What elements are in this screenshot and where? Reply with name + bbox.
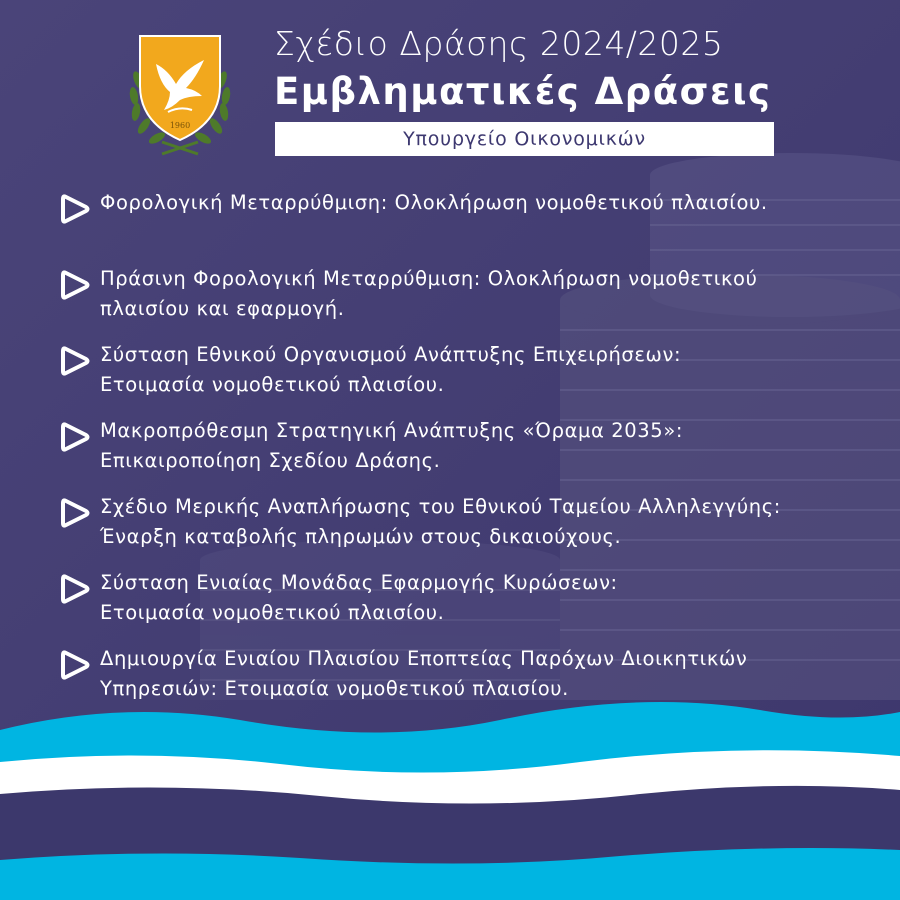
play-arrow-icon: [58, 572, 92, 606]
action-line: Δημιουργία Ενιαίου Πλαισίου Εποπτείας Παρόχων Διοικητικών: [100, 647, 748, 670]
plan-title: Σχέδιο Δράσης 2024/2025: [274, 24, 724, 63]
cyprus-coat-of-arms-icon: [124, 30, 236, 158]
emblem-year: 1960: [169, 121, 191, 130]
action-line: Φορολογική Μεταρρύθμιση: Ολοκλήρωση νομοθετικού πλαισίου.: [100, 191, 768, 214]
list-item: [58, 492, 878, 568]
action-line: Ετοιμασία νομοθετικού πλαισίου.: [100, 373, 445, 396]
action-line: Ετοιμασία νομοθετικού πλαισίου.: [100, 601, 445, 624]
action-line: Μακροπρόθεσμη Στρατηγική Ανάπτυξης «Όραμα 2035»:: [100, 419, 684, 442]
bottom-waves: [0, 690, 900, 900]
play-arrow-icon: [58, 648, 92, 682]
action-text: [100, 264, 757, 324]
list-item: [58, 188, 878, 264]
action-line: Έναρξη καταβολής πληρωμών στους δικαιούχους.: [100, 525, 622, 548]
flagship-actions-list: [58, 188, 878, 720]
action-line: Επικαιροποίηση Σχεδίου Δράσης.: [100, 449, 441, 472]
ministry-name: Υπουργείο Οικονομικών: [403, 128, 646, 150]
play-arrow-icon: [58, 192, 92, 226]
play-arrow-icon: [58, 344, 92, 378]
ministry-banner: [275, 122, 774, 156]
action-text: [100, 416, 683, 476]
play-arrow-icon: [58, 496, 92, 530]
list-item: [58, 568, 878, 644]
action-text: [100, 188, 768, 218]
action-line: Πράσινη Φορολογική Μεταρρύθμιση: Ολοκλήρωση νομοθετικού: [100, 267, 758, 290]
header: [0, 0, 900, 170]
play-arrow-icon: [58, 420, 92, 454]
action-text: [100, 492, 781, 552]
action-line: Υπηρεσιών: Ετοιμασία νομοθετικού πλαισίου.: [100, 677, 569, 700]
play-arrow-icon: [58, 268, 92, 302]
list-item: [58, 340, 878, 416]
action-text: [100, 340, 681, 400]
action-line: Σύσταση Ενιαίας Μονάδας Εφαρμογής Κυρώσεων:: [100, 571, 618, 594]
action-text: [100, 568, 618, 628]
main-title: Εμβληματικές Δράσεις: [274, 70, 772, 113]
list-item: [58, 416, 878, 492]
list-item: [58, 264, 878, 340]
action-line: Σύσταση Εθνικού Οργανισμού Ανάπτυξης Επιχειρήσεων:: [100, 343, 682, 366]
action-line: Σχέδιο Μερικής Αναπλήρωσης του Εθνικού Ταμείου Αλληλεγγύης:: [100, 495, 781, 518]
action-line: πλαισίου και εφαρμογή.: [100, 297, 345, 320]
